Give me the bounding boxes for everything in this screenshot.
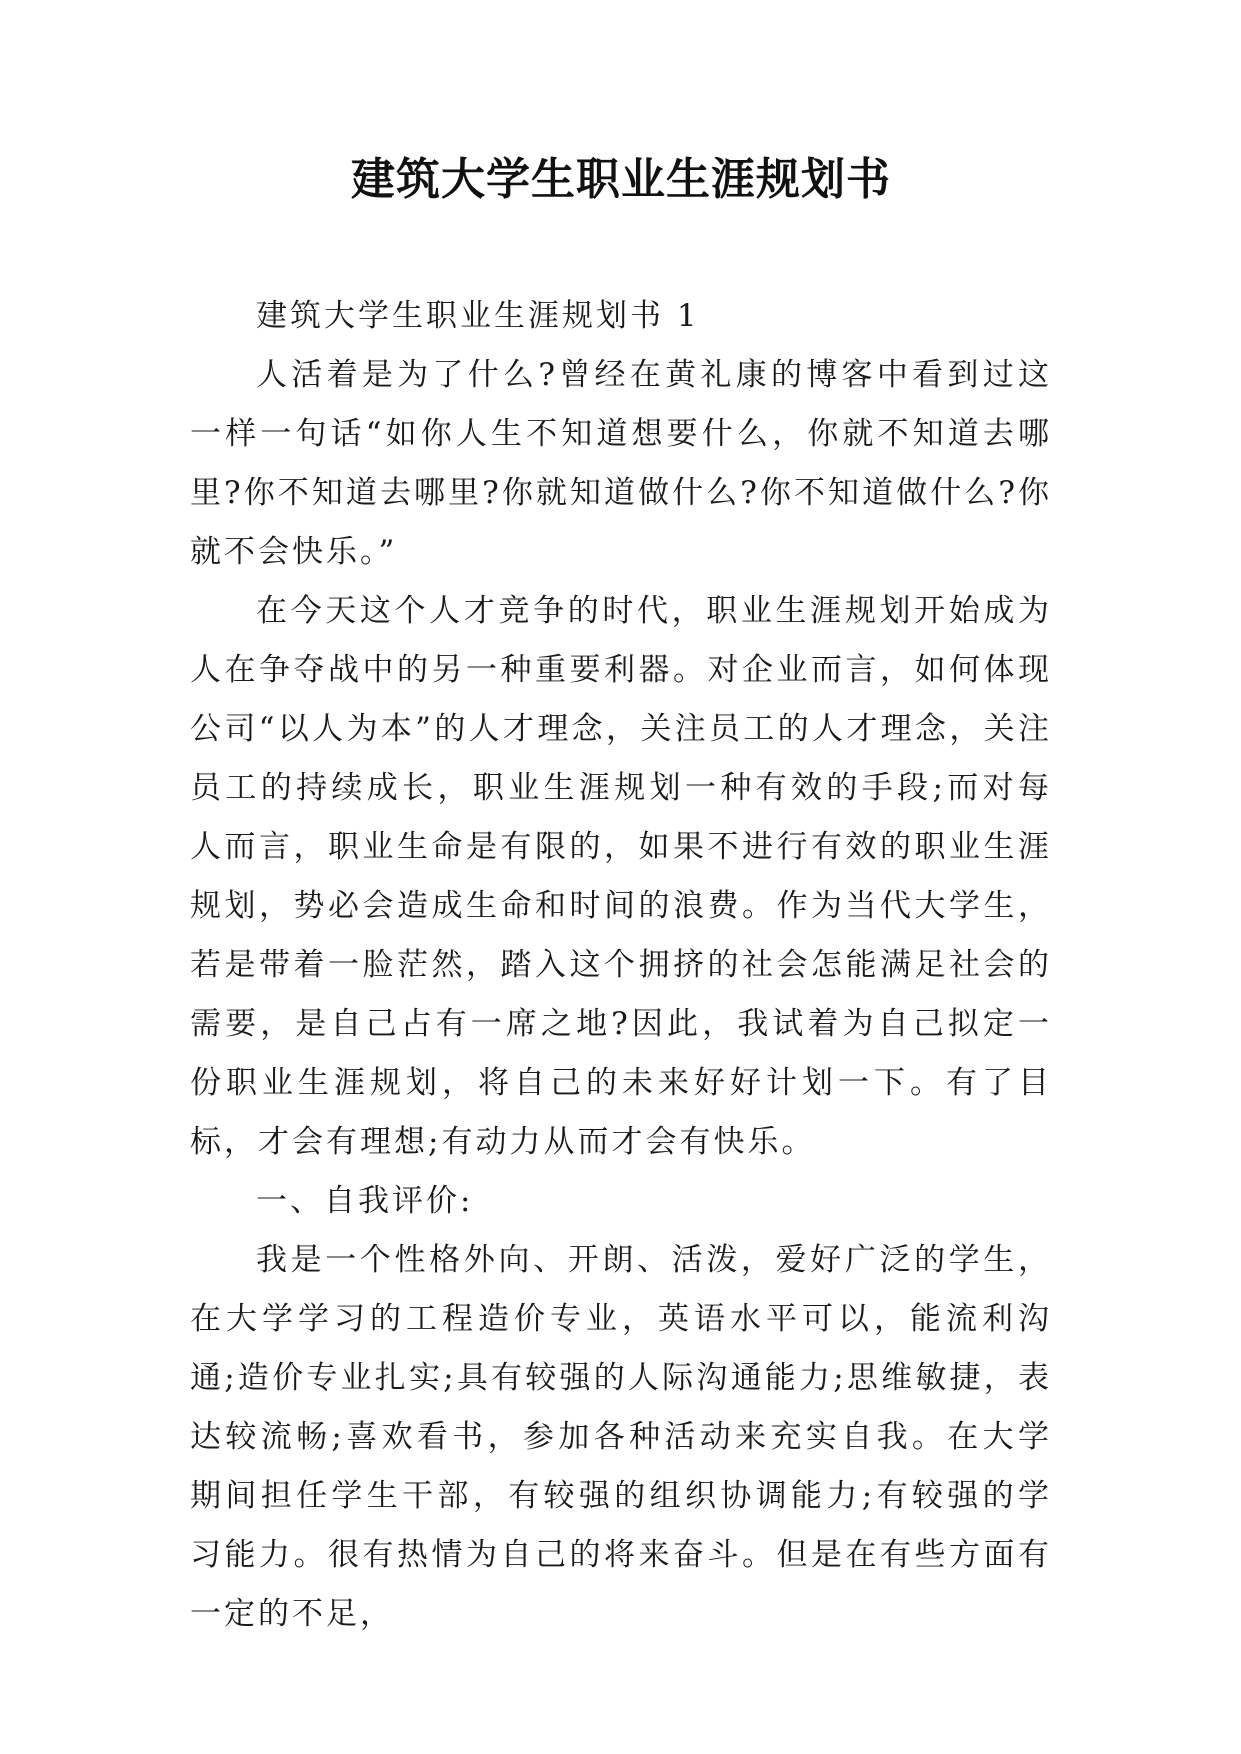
section-heading-1: 建筑大学生职业生涯规划书 1 [256,298,700,334]
paragraph-intro-quote: 人活着是为了什么?曾经在黄礼康的博客中看到过这一样一句话“如你人生不知道想要什么，你就不知道去哪里?你不知道去哪里?你就知道做什么?你不知道做什么?你就不会快乐。” [190,357,1052,570]
paragraph-self-evaluation: 我是一个性格外向、开朗、活泼，爱好广泛的学生，在大学学习的工程造价专业，英语水平可以，能流利沟通;造价专业扎实;具有较强的人际沟通能力;思维敏捷，表达较流畅;喜欢看书，参加各种活动来充实自我。在大学期间担任学生干部，有较强的组织协调能力;有较强的学习能力。很有热情为自己的将来奋斗。但是在有些方面有一定的不足， [190,1242,1052,1632]
document-body [190,287,1052,1644]
section-heading-self-evaluation: 一、自我评价: [256,1183,474,1219]
document-title: 建筑大学生职业生涯规划书 [351,154,891,205]
paragraph-career-planning: 在今天这个人才竞争的时代，职业生涯规划开始成为人在争夺战中的另一种重要利器。对企业而言，如何体现公司“以人为本”的人才理念，关注员工的人才理念，关注员工的持续成长，职业生涯规划一种有效的手段;而对每人而言，职业生命是有限的，如果不进行有效的职业生涯规划，势必会造成生命和时间的浪费。作为当代大学生，若是带着一脸茫然，踏入这个拥挤的社会怎能满足社会的需要，是自己占有一席之地?因此，我试着为自己拟定一份职业生涯规划，将自己的未来好好计划一下。有了目标，才会有理想;有动力从而才会有快乐。 [190,593,1052,1160]
